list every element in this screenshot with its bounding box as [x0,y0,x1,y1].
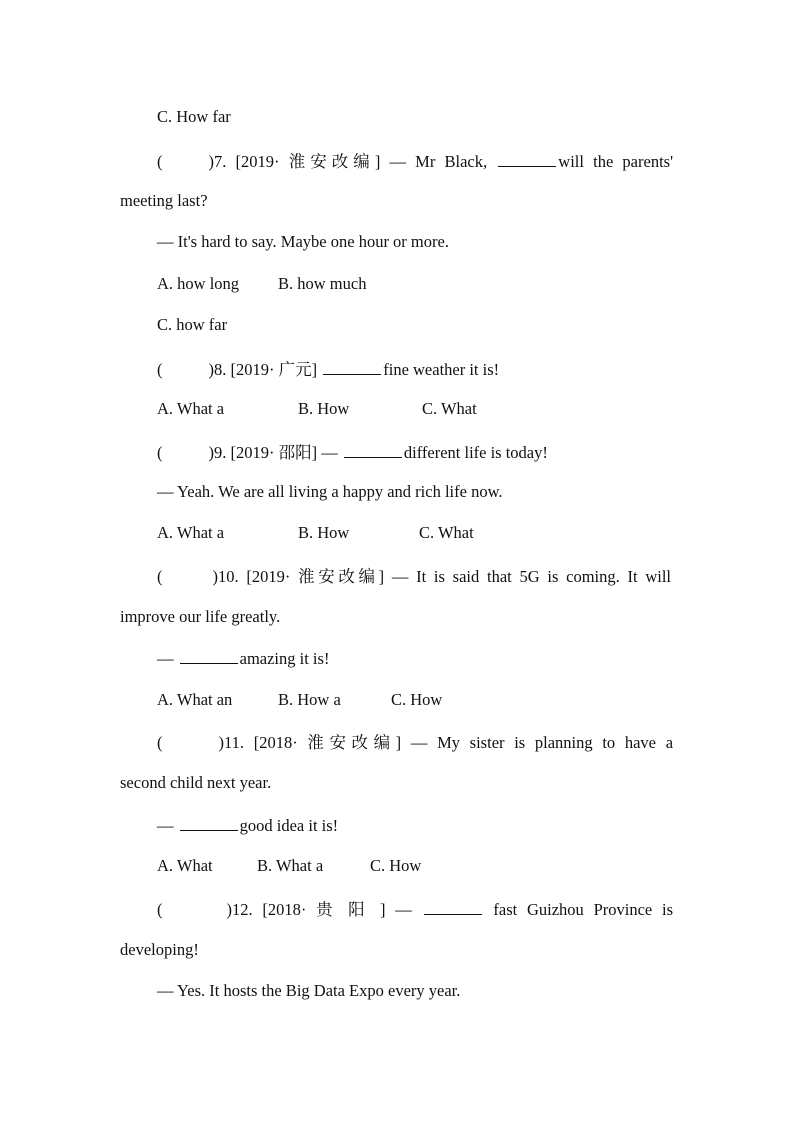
question-text: fine weather it is! [383,360,500,379]
answer-paren-open: ( [157,900,163,919]
option-b: B. What a [257,856,324,875]
question-8-stem [157,359,499,380]
question-text-continued: developing! [120,940,199,959]
option-a: A. What a [157,523,225,542]
option-b: B. How a [278,690,341,709]
question-text-continued: second child next year. [120,773,272,792]
dialogue-reply: — Yeah. We are all living a happy and rich life now. [157,482,503,501]
question-text: — It is said that 5G is coming. It will [391,567,671,586]
answer-paren-open: ( [157,360,163,379]
dialogue-reply: — It's hard to say. Maybe one hour or more. [157,232,449,251]
question-7-stem [157,151,673,172]
reply-text: amazing it is! [239,649,330,668]
question-source: [2019· 广元] [230,360,318,379]
fill-blank [498,151,556,167]
question-source: [2019· 淮安改编] [246,567,385,586]
question-text: will the parents' [558,152,674,171]
options-row [157,856,421,876]
question-11-stem [157,733,673,753]
fill-blank [323,359,381,375]
option-c: C. What [419,523,474,542]
option-a: A. What a [157,399,225,418]
fill-blank [424,899,482,915]
answer-paren-open: ( [157,567,163,586]
options-row [157,690,442,710]
q6-option-c: C. How far [157,107,231,126]
question-number: )12. [226,900,253,919]
question-9-stem [157,442,548,463]
question-number: )11. [218,733,245,752]
dialogue-reply [157,815,338,836]
option-c: C. How [370,856,422,875]
option-a: A. how long [157,274,240,293]
question-number: )7. [208,152,227,171]
question-text-continued: meeting last? [120,191,208,210]
answer-paren-open: ( [157,443,163,462]
question-source: [2019· 淮安改编] [235,152,381,171]
question-source: [2019· 邵阳] — [230,443,338,462]
question-source: [2018· 贵 阳 ] — [262,900,412,919]
option-b: B. how much [278,274,367,293]
question-12-stem [157,899,673,920]
question-number: )9. [208,443,227,462]
option-c: C. What [422,399,477,418]
option-a: A. What [157,856,213,875]
option-b: B. How [298,399,350,418]
option-a: A. What an [157,690,233,709]
question-text-continued: improve our life greatly. [120,607,281,626]
option-c: C. how far [157,315,228,334]
fill-blank [180,815,238,831]
options-row [157,274,366,294]
dialogue-reply: — Yes. It hosts the Big Data Expo every year. [157,981,461,1000]
question-text: different life is today! [403,443,548,462]
reply-dash: — [157,649,174,668]
question-text: — My sister is planning to have a [410,733,674,752]
answer-paren-open: ( [157,733,163,752]
option-c: C. How [391,690,443,709]
question-number: )8. [208,360,227,379]
options-row [157,523,474,543]
option-b: B. How [298,523,350,542]
options-row [157,399,477,419]
dialogue-reply [157,648,329,669]
fill-blank [344,442,402,458]
reply-text: good idea it is! [239,816,339,835]
fill-blank [180,648,238,664]
answer-paren-open: ( [157,152,163,171]
reply-dash: — [157,816,174,835]
question-text: fast Guizhou Province is [493,900,674,919]
question-text: — Mr Black, [389,152,488,171]
question-10-stem [157,567,671,587]
question-source: [2018· 淮安改编] [253,733,402,752]
question-number: )10. [212,567,239,586]
